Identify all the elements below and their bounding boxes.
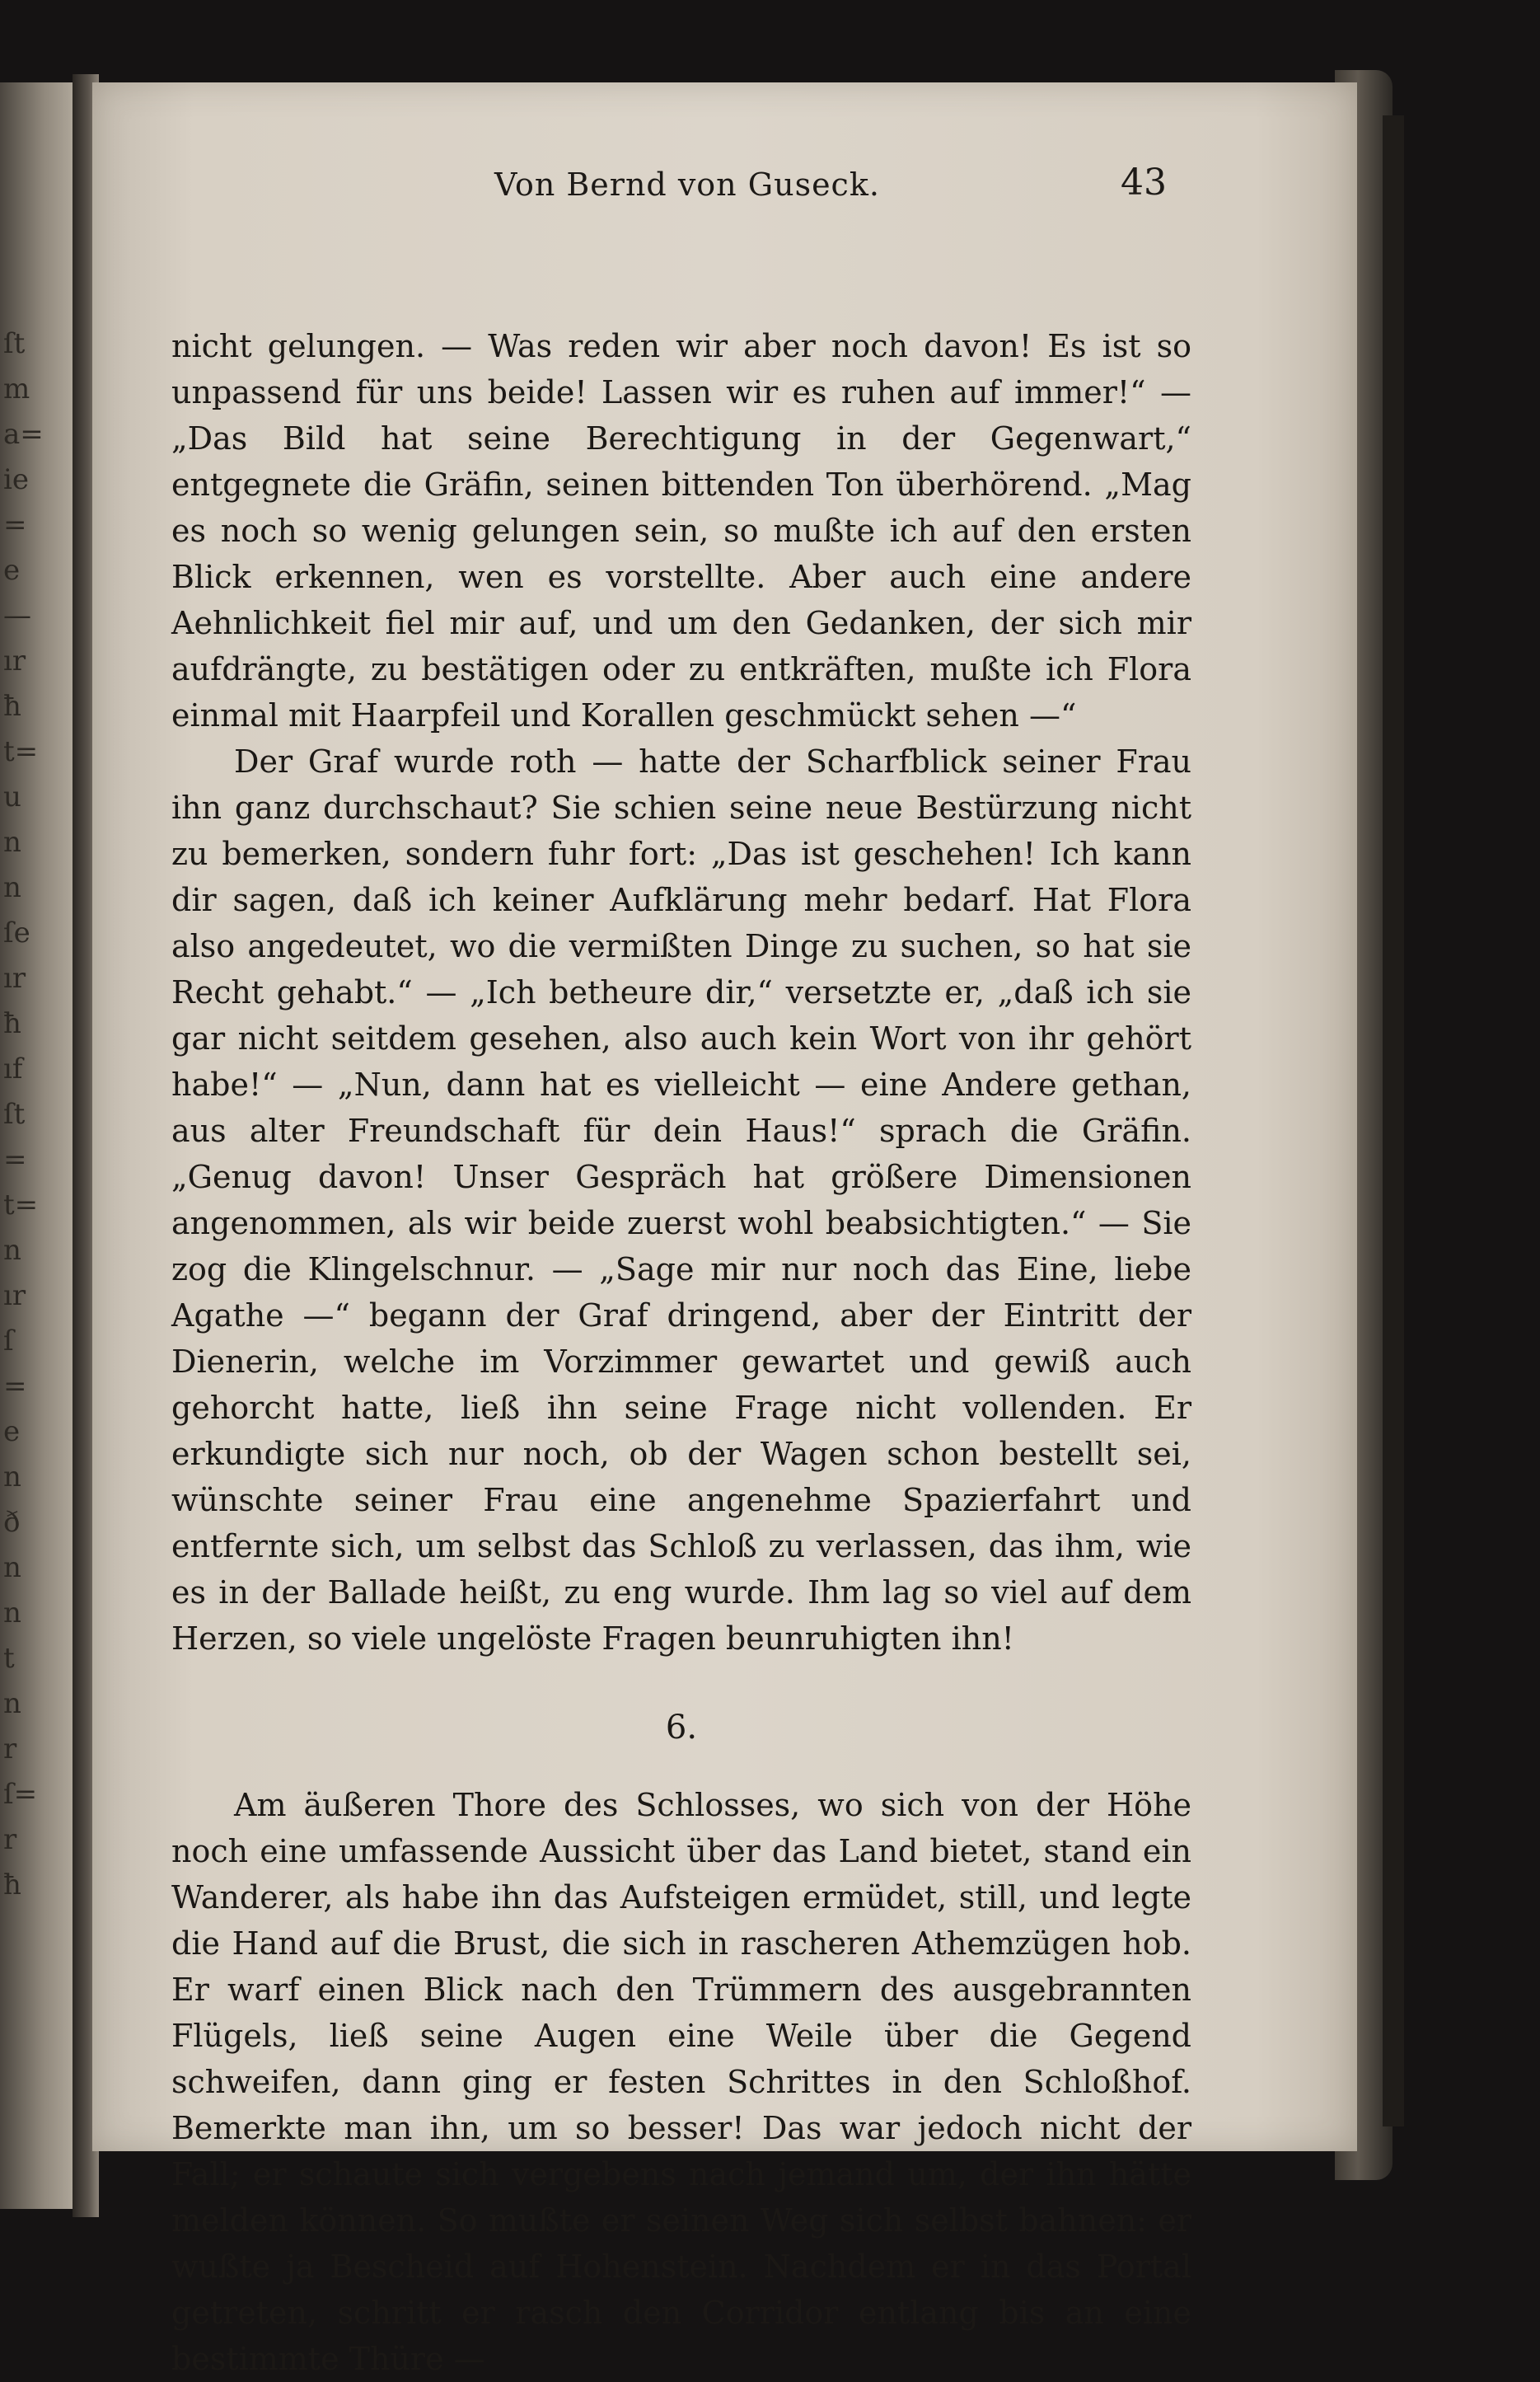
left-page-text-fragments	[3, 321, 69, 1908]
left-page-fragment: t=	[3, 1189, 39, 1221]
left-page-fragment: n	[3, 1687, 21, 1720]
left-page-fragment: ie	[3, 463, 29, 496]
left-page-fragment: n	[3, 1461, 21, 1493]
page-number: 43	[1121, 162, 1167, 204]
paragraph-1: nicht gelungen. — Was reden wir aber noch davon! Es ist so unpassend für uns beide! Lassen wir es ruhen auf immer!“ — „Das Bild hat seine Berechtigung in der Gegenwart,“ entgegnete die Gräfin, seinen bittenden Ton überhörend. „Mag es noch so wenig gelungen sein, so mußte ich auf den ersten Blick erkennen, wen es vorstellte. Aber auch eine andere Aehnlichkeit fiel mir auf, und um den Gedanken, der sich mir aufdrängte, zu bestätigen oder zu entkräften, mußte ich Flora einmal mit Haarpfeil und Korallen geschmückt sehen —“	[171, 328, 1191, 734]
running-head: Von Bernd von Guseck.	[494, 166, 880, 203]
book-cover-spine	[1383, 115, 1404, 2126]
left-page-fragment: ð	[3, 1506, 21, 1539]
left-page-fragment: ſt	[3, 1098, 26, 1131]
left-page-fragment: ħ	[3, 1869, 21, 1901]
left-page-fragment: u	[3, 781, 21, 814]
left-page-fragment: ſ=	[3, 1778, 38, 1811]
left-page-fragment: r	[3, 1733, 17, 1765]
left-page-fragment: ır	[3, 1279, 26, 1312]
left-page-fragment: =	[3, 1370, 27, 1403]
left-page-fragment: ſe	[3, 917, 30, 950]
left-page-fragment: n	[3, 871, 21, 904]
left-page-fragment: ır	[3, 962, 26, 995]
left-page-fragment: m	[3, 373, 30, 406]
left-page-edge	[0, 82, 78, 2209]
left-page-fragment: ħ	[3, 690, 21, 723]
paragraph-3: Am äußeren Thore des Schlosses, wo sich von der Höhe noch eine umfassende Aussicht über das Land bietet, stand ein Wanderer, als habe ihn das Aufsteigen ermüdet, still, und legte die Hand auf die Brust, die sich in rascheren Athemzügen hob. Er warf einen Blick nach den Trümmern des ausgebrannten Flügels, ließ seine Augen eine Weile über die Gegend schweifen, dann ging er festen Schrittes in den Schloßhof. Bemerkte man ihn, um so besser! Das war jedoch nicht der Fall; er schaute sich vergebens nach jemand um, der ihn hätte melden können. So mußte er seinen Weg sich selbst bahnen: er wußte ja Bescheid auf Hohenstein. Nachdem er in das Portal getreten, schritt er rasch den Corridor entlang bis an eine bestimmte Thüre —	[171, 1787, 1191, 2377]
left-page-fragment: ſ	[3, 1325, 14, 1357]
left-page-fragment: t=	[3, 735, 39, 768]
section-number: 6.	[665, 1709, 698, 1747]
left-page-fragment: —	[3, 599, 31, 632]
left-page-fragment: ħ	[3, 1007, 21, 1040]
left-page-fragment: n	[3, 1597, 21, 1629]
left-page-fragment: r	[3, 1823, 17, 1856]
left-page-fragment: ſt	[3, 327, 26, 360]
left-page-fragment: n	[3, 826, 21, 859]
paragraph-2: Der Graf wurde roth — hatte der Scharfblick seiner Frau ihn ganz durchschaut? Sie schien seine neue Bestürzung nicht zu bemerken, sondern fuhr fort: „Das ist geschehen! Ich kann dir sagen, daß ich keiner Aufklärung mehr bedarf. Hat Flora also angedeutet, wo die vermißten Dinge zu suchen, so hat sie Recht gehabt.“ — „Ich betheure dir,“ versetzte er, „daß ich sie gar nicht seitdem gesehen, also auch kein Wort von ihr gehört habe!“ — „Nun, dann hat es vielleicht — eine Andere gethan, aus alter Freundschaft für dein Haus!“ sprach die Gräfin. „Genug davon! Unser Gespräch hat größere Dimensionen angenommen, als wir beide zuerst wohl beabsichtigten.“ — Sie zog die Klingelschnur. — „Sage mir nur noch das Eine, liebe Agathe —“ begann der Graf dringend, aber der Eintritt der Dienerin, welche im Vorzimmer gewartet und gewiß auch gehorcht hatte, ließ ihn seine Frage nicht vollenden. Er erkundigte sich nur noch, ob der Wagen schon bestellt sei, wünschte seiner Frau eine angenehme Spazierfahrt und entfernte sich, um selbst das Schloß zu verlassen, das ihm, wie es in der Ballade heißt, zu eng wurde. Ihm lag so viel auf dem Herzen, so viele ungelöste Fragen beunruhigten ihn!	[171, 743, 1191, 1657]
left-page-fragment: n	[3, 1551, 21, 1584]
body-text	[171, 323, 1191, 2382]
left-page-fragment: e	[3, 1415, 21, 1448]
page-header	[190, 157, 1178, 214]
left-page-fragment: a=	[3, 418, 44, 451]
left-page-fragment: ıf	[3, 1053, 23, 1085]
left-page-fragment: =	[3, 1143, 27, 1176]
left-page-fragment: n	[3, 1234, 21, 1267]
left-page-fragment: ır	[3, 645, 26, 678]
left-page-fragment: e	[3, 554, 21, 587]
left-page-fragment: t	[3, 1642, 15, 1675]
left-page-fragment: =	[3, 509, 27, 542]
